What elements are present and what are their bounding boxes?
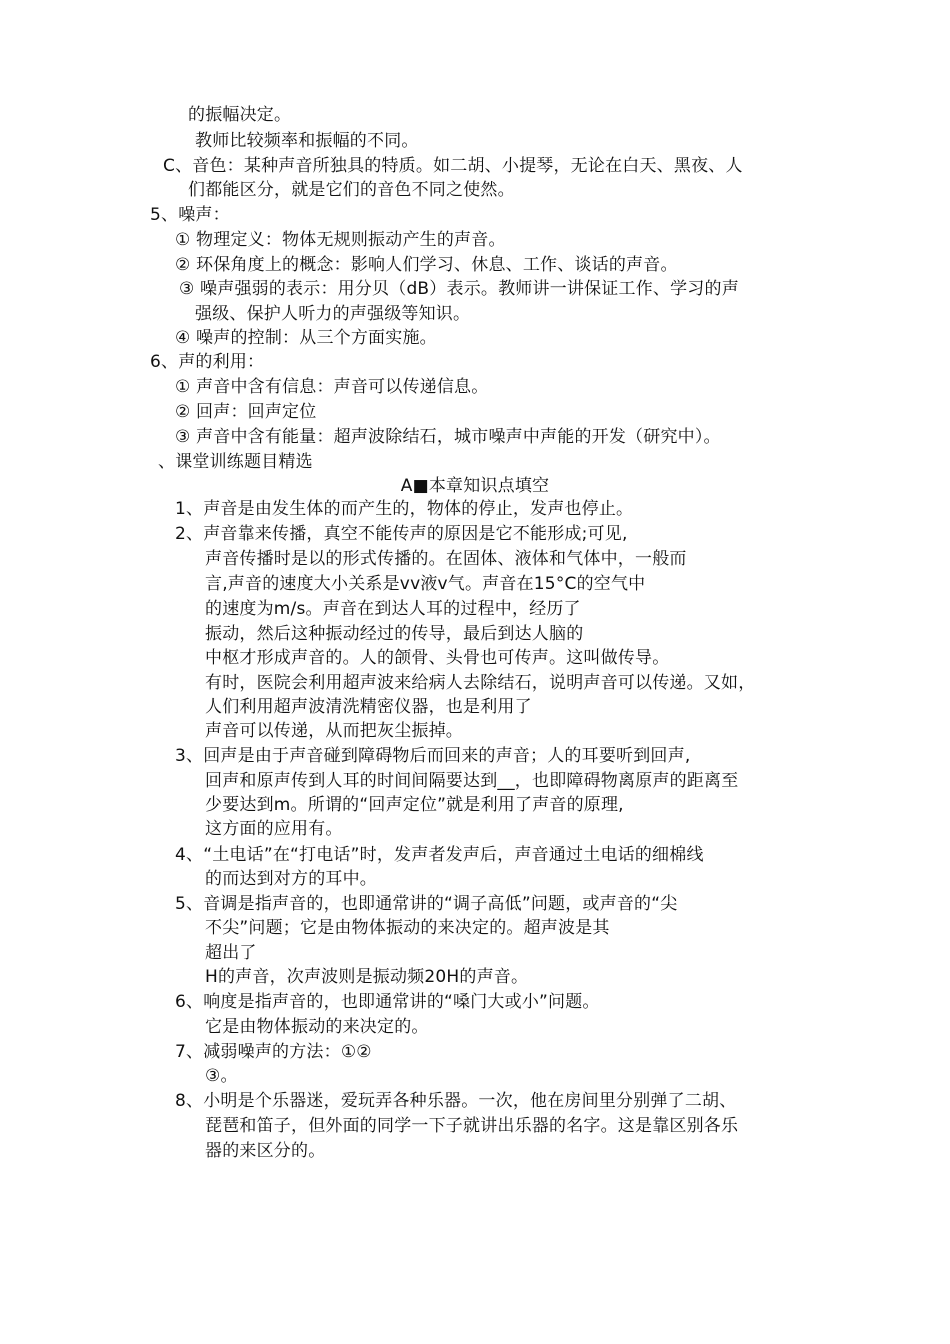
text-line: ③。 (205, 1066, 238, 1086)
question-line: 5、音调是指声音的，也即通常讲的“调子高低”问题，或声音的“尖 (175, 894, 678, 914)
question-line: 3、回声是由于声音碰到障碍物后而回来的声音；人的耳要听到回声, (175, 746, 691, 766)
text-line: H的声音，次声波则是振动频20H的声音。 (205, 967, 529, 987)
text-line: 教师比较频率和振幅的不同。 (195, 131, 419, 151)
text-line: 声音可以传递，从而把灰尘振掉。 (205, 721, 463, 741)
text-line: C、音色：某种声音所独具的特质。如二胡、小提琴，无论在白天、黑夜、人 (163, 156, 743, 176)
text-line: 它是由物体振动的来决定的。 (205, 1017, 429, 1037)
text-line: 的振幅决定。 (188, 105, 292, 125)
text-line: 回声和原声传到人耳的时间间隔要达到__，也即障碍物离原声的距离至 (205, 771, 739, 791)
text-line: 振动，然后这种振动经过的传导，最后到达人脑的 (205, 624, 584, 644)
section-heading: 6、声的利用： (150, 352, 265, 372)
text-line: ② 回声：回声定位 (175, 402, 317, 422)
text-line: 琵琶和笛子，但外面的同学一下子就讲出乐器的名字。这是靠区别各乐 (205, 1116, 739, 1136)
text-line: 有时，医院会利用超声波来给病人去除结石，说明声音可以传递。又如， (205, 673, 756, 693)
text-line: ④ 噪声的控制：从三个方面实施。 (175, 328, 437, 348)
question-line: 2、声音靠来传播，真空不能传声的原因是它不能形成;可见, (175, 524, 628, 544)
text-line: 声音传播时是以的形式传播的。在固体、液体和气体中，一般而 (205, 549, 687, 569)
question-line: 6、响度是指声音的，也即通常讲的“嗓门大或小”问题。 (175, 992, 600, 1012)
text-line: ① 物理定义：物体无规则振动产生的声音。 (175, 230, 506, 250)
text-line: 人们利用超声波清洗精密仪器，也是利用了 (205, 697, 532, 717)
text-line: 超出了 (205, 943, 257, 963)
text-line: ① 声音中含有信息：声音可以传递信息。 (175, 377, 489, 397)
question-line: 8、小明是个乐器迷，爱玩弄各种乐器。一次，他在房间里分别弹了二胡、 (175, 1091, 737, 1111)
text-line: ② 环保角度上的概念：影响人们学习、休息、工作、谈话的声音。 (175, 255, 678, 275)
text-line: 强级、保护人听力的声强级等知识。 (195, 304, 471, 324)
text-line: 不尖”问题；它是由物体振动的来决定的。超声波是其 (205, 918, 610, 938)
text-line: 们都能区分，就是它们的音色不同之使然。 (188, 180, 515, 200)
text-line: ③ 声音中含有能量：超声波除结石，城市噪声中声能的开发（研究中）。 (175, 427, 721, 447)
section-heading: 、课堂训练题目精选 (158, 452, 313, 472)
subsection-title: A■本章知识点填空 (400, 476, 550, 496)
text-line: ③ 噪声强弱的表示：用分贝（dB）表示。教师讲一讲保证工作、学习的声 (179, 279, 739, 299)
text-line: 器的来区分的。 (205, 1141, 326, 1161)
text-line: 的而达到对方的耳中。 (205, 869, 377, 889)
question-line: 1、声音是由发生体的而产生的，物体的停止，发声也停止。 (175, 499, 634, 519)
question-line: 4、“土电话”在“打电话”时，发声者发声后，声音通过土电话的细棉线 (175, 845, 704, 865)
question-line: 7、减弱噪声的方法：①② (175, 1042, 372, 1062)
text-line: 这方面的应用有。 (205, 819, 343, 839)
text-line: 中枢才形成声音的。人的颌骨、头骨也可传声。这叫做传导。 (205, 648, 670, 668)
text-line: 少要达到m。所谓的“回声定位”就是利用了声音的原理, (205, 795, 624, 815)
text-line: 的速度为m/s。声音在到达人耳的过程中，经历了 (205, 599, 581, 619)
text-line: 言,声音的速度大小关系是vv液v气。声音在15°C的空气中 (205, 574, 646, 594)
section-heading: 5、噪声： (150, 205, 230, 225)
